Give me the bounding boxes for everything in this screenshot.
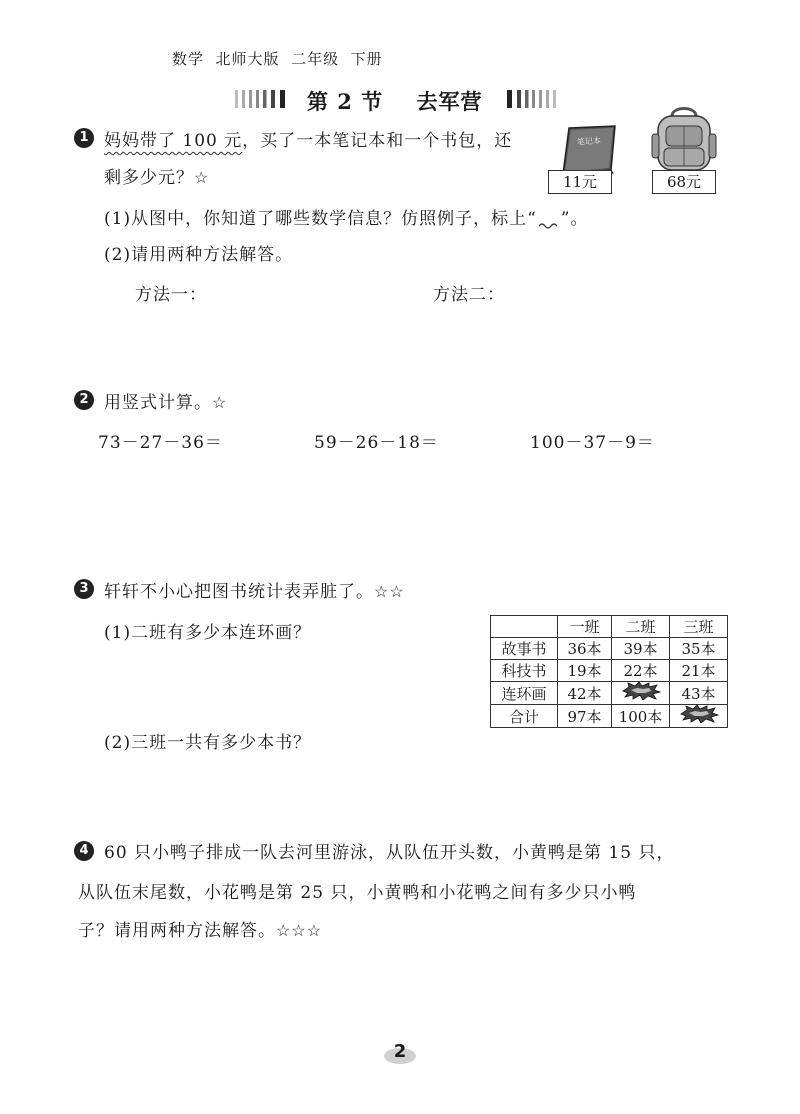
table-header-cell: 一班 bbox=[558, 616, 612, 638]
table-row bbox=[491, 682, 728, 705]
backpack-icon bbox=[648, 104, 720, 174]
ink-smudge-cell bbox=[612, 682, 670, 705]
question-3-text bbox=[104, 577, 405, 602]
question-1-part1 bbox=[104, 204, 588, 230]
title-bars-right-icon bbox=[507, 90, 563, 108]
difficulty-stars: ☆☆ bbox=[374, 582, 405, 601]
table-cell: 36本 bbox=[558, 638, 612, 660]
table-cell: 43本 bbox=[670, 682, 728, 705]
table-cell: 100本 bbox=[612, 705, 670, 728]
book-header: 数学 北师大版 二年级 下册 bbox=[172, 50, 383, 68]
question-1-line2 bbox=[104, 163, 209, 188]
question-1-part1-end: ”。 bbox=[560, 209, 589, 229]
question-1-number: 1 bbox=[74, 128, 94, 148]
table-row bbox=[491, 705, 728, 728]
backpack-price-tag: 68元 bbox=[652, 170, 716, 194]
table-cell: 科技书 bbox=[491, 660, 558, 682]
expression-3: 100－37－9＝ bbox=[530, 433, 655, 453]
table-cell: 97本 bbox=[558, 705, 612, 728]
book-statistics-table bbox=[490, 615, 728, 728]
table-header-cell bbox=[491, 616, 558, 638]
difficulty-stars: ☆ bbox=[212, 393, 228, 412]
table-cell: 19本 bbox=[558, 660, 612, 682]
question-2-prompt: 用竖式计算。 bbox=[104, 393, 212, 413]
question-4-number: 4 bbox=[74, 841, 94, 861]
table-cell: 21本 bbox=[670, 660, 728, 682]
method-1-label: 方法一： bbox=[135, 285, 207, 305]
title-bars-left-icon bbox=[235, 90, 291, 108]
table-cell: 合计 bbox=[491, 705, 558, 728]
table-cell: 故事书 bbox=[491, 638, 558, 660]
question-4-line1: 60 只小鸭子排成一队去河里游泳，从队伍开头数，小黄鸭是第 15 只， bbox=[104, 843, 675, 863]
question-1-part1-text: (1)从图中，你知道了哪些数学信息？仿照例子，标上“ bbox=[104, 209, 537, 229]
question-3-number: 3 bbox=[74, 579, 94, 599]
question-1-highlight: 妈妈带了 100 元 bbox=[104, 131, 243, 151]
question-1-part2: (2)请用两种方法解答。 bbox=[104, 245, 294, 265]
table-header-cell: 三班 bbox=[670, 616, 728, 638]
question-3-prompt: 轩轩不小心把图书统计表弄脏了。 bbox=[104, 582, 374, 602]
table-cell: 42本 bbox=[558, 682, 612, 705]
ink-smudge-cell bbox=[670, 705, 728, 728]
page-number: 2 bbox=[393, 1041, 407, 1062]
notebook-icon bbox=[555, 124, 623, 176]
question-3-part2: (2)三班一共有多少本书？ bbox=[104, 733, 312, 753]
question-4-line3-text: 子？请用两种方法解答。 bbox=[78, 921, 276, 941]
question-3-part1: (1)二班有多少本连环画？ bbox=[104, 623, 312, 643]
section-title-block bbox=[235, 86, 565, 116]
table-cell: 39本 bbox=[612, 638, 670, 660]
table-cell: 35本 bbox=[670, 638, 728, 660]
section-title: 第 2 节 去军营 bbox=[307, 89, 483, 114]
wavy-mark-example-icon bbox=[537, 212, 561, 230]
difficulty-stars: ☆ bbox=[194, 168, 210, 187]
question-1-line2-text: 剩多少元？ bbox=[104, 168, 194, 188]
table-cell: 22本 bbox=[612, 660, 670, 682]
notebook-price-tag: 11元 bbox=[548, 170, 612, 194]
table-header-cell: 二班 bbox=[612, 616, 670, 638]
table-cell: 连环画 bbox=[491, 682, 558, 705]
expression-1: 73－27－36＝ bbox=[98, 433, 223, 453]
question-4-line2: 从队伍末尾数，小花鸭是第 25 只，小黄鸭和小花鸭之间有多少只小鸭 bbox=[78, 883, 637, 903]
table-row bbox=[491, 660, 728, 682]
method-2-label: 方法二： bbox=[433, 285, 505, 305]
ink-smudge-icon bbox=[621, 682, 661, 700]
question-1-line1 bbox=[104, 126, 512, 151]
difficulty-stars: ☆☆☆ bbox=[276, 921, 323, 940]
ink-smudge-icon bbox=[679, 705, 719, 723]
expression-2: 59－26－18＝ bbox=[314, 433, 439, 453]
table-header-row bbox=[491, 616, 728, 638]
question-2-number: 2 bbox=[74, 390, 94, 410]
question-4-line3 bbox=[78, 916, 322, 941]
question-2-text bbox=[104, 388, 227, 413]
notebook-cover-label: 笔记本 bbox=[576, 136, 602, 147]
table-row bbox=[491, 638, 728, 660]
question-1-line1-rest: ，买了一本笔记本和一个书包，还 bbox=[242, 131, 513, 151]
